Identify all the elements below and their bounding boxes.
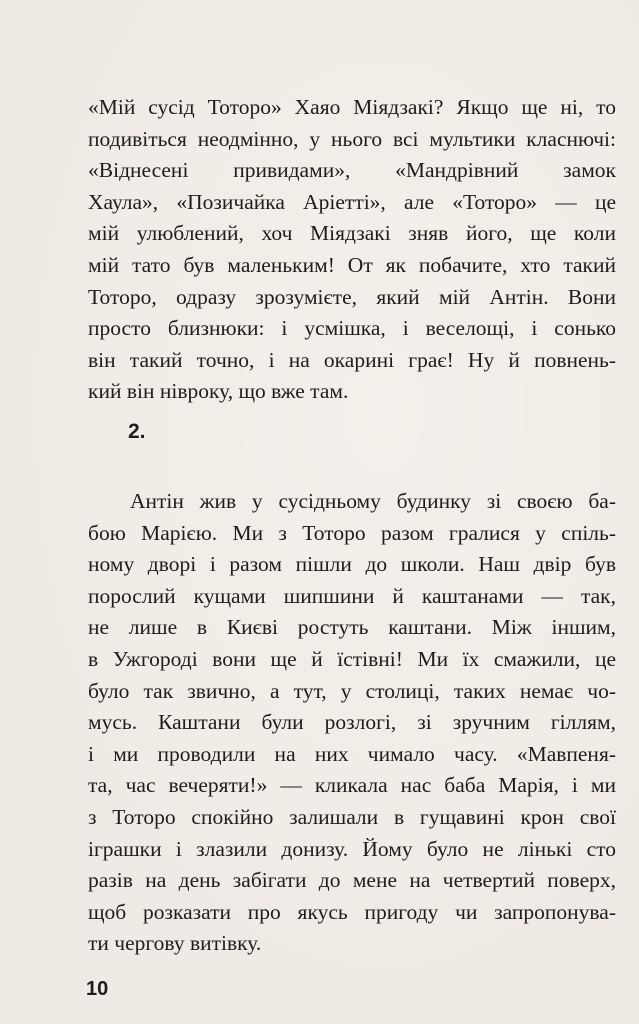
page-number: 10 bbox=[86, 978, 109, 1000]
text-line: та, час вечеряти!» — кликала нас баба Марія, і ми bbox=[88, 773, 616, 798]
text-line: порослий кущами шипшини й каштанами — так, bbox=[88, 583, 616, 608]
text-line: бою Марією. Ми з Тоторо разом гралися у спіль- bbox=[88, 520, 616, 545]
paragraph-2 bbox=[88, 486, 616, 960]
paragraph-1 bbox=[88, 92, 616, 408]
text-line: в Ужгороді вони ще й їстівні! Ми їх смажили, це bbox=[88, 646, 616, 671]
text-line: разів на день забігати до мене на четвертий поверх, bbox=[88, 868, 616, 893]
text-line: не лише в Києві ростуть каштани. Між іншим, bbox=[88, 615, 616, 640]
text-line: і ми проводили на них чимало часу. «Мавпеня- bbox=[88, 741, 616, 766]
text-line: Хаула», «Позичайка Аріетті», але «Тоторо» — це bbox=[88, 189, 616, 214]
text-line: Тоторо, одразу зрозумієте, який мій Антін. Вони bbox=[88, 284, 616, 309]
text-line: кий він нівроку, що вже там. bbox=[88, 379, 349, 404]
text-line: він такий точно, і на окарині грає! Ну й повнень- bbox=[88, 347, 616, 372]
text-line: іграшки і злазили донизу. Йому було не лінькі сто bbox=[88, 836, 616, 861]
text-line: подивіться неодмінно, у нього всі мультики класнючі: bbox=[88, 126, 616, 151]
text-line: було так звично, а тут, у столиці, таких немає чо- bbox=[88, 678, 616, 703]
text-line: ти чергову витівку. bbox=[88, 931, 262, 956]
text-line: ному дворі і разом пішли до школи. Наш двір був bbox=[88, 552, 616, 577]
text-line: щоб розказати про якусь пригоду чи запропонува- bbox=[88, 899, 616, 924]
text-line: мій тато був маленьким! От як побачите, хто такий bbox=[88, 252, 616, 277]
text-line: з Тоторо спокійно залишали в гущавині крон свої bbox=[88, 804, 616, 829]
text-line: Антін жив у сусідньому будинку зі своєю ба- bbox=[130, 489, 616, 513]
text-line: «Віднесені привидами», «Мандрівний замок bbox=[88, 158, 616, 183]
text-line: просто близнюки: і усмішка, і веселощі, і сонько bbox=[88, 316, 616, 341]
text-line: мій улюблений, хоч Міядзакі зняв його, ще коли bbox=[88, 221, 616, 246]
text-line: «Мій сусід Тоторо» Хаяо Міядзакі? Якщо ще ні, то bbox=[88, 95, 616, 119]
text-line: мусь. Каштани були розлогі, зі зручним гіллям, bbox=[88, 710, 616, 735]
section-number: 2. bbox=[128, 420, 146, 443]
